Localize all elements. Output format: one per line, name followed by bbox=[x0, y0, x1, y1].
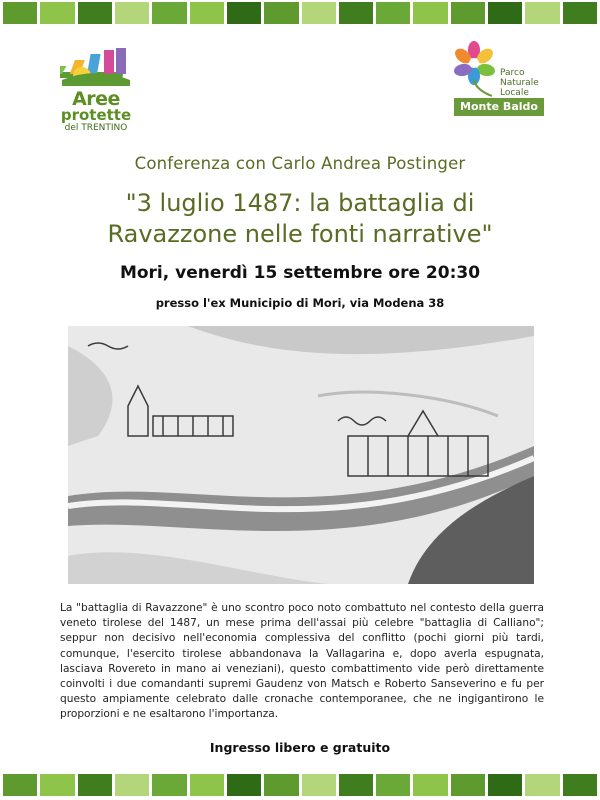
stripe-cell bbox=[413, 774, 447, 796]
stripe-cell bbox=[488, 2, 522, 24]
stripe-cell bbox=[525, 774, 559, 796]
parco-line2: Naturale bbox=[500, 78, 539, 88]
stripe-cell bbox=[488, 774, 522, 796]
event-title-line2: Ravazzone nelle fonti narrative" bbox=[107, 220, 493, 248]
event-title bbox=[0, 188, 600, 250]
stripe-cell bbox=[190, 774, 224, 796]
stripe-cell bbox=[339, 2, 373, 24]
stripe-cell bbox=[376, 2, 410, 24]
stripe-cell bbox=[190, 2, 224, 24]
stripe-cell bbox=[152, 774, 186, 796]
stripe-cell bbox=[302, 774, 336, 796]
stripe-cell bbox=[40, 774, 74, 796]
sun-rays-icon bbox=[60, 46, 132, 90]
stripe-cell bbox=[78, 2, 112, 24]
top-color-stripe bbox=[0, 2, 600, 24]
stripe-cell bbox=[563, 774, 597, 796]
stripe-cell bbox=[264, 2, 298, 24]
stripe-cell bbox=[3, 2, 37, 24]
historical-map-image bbox=[68, 326, 534, 584]
stripe-cell bbox=[227, 774, 261, 796]
bottom-color-stripe bbox=[0, 774, 600, 796]
stripe-cell bbox=[563, 2, 597, 24]
stripe-cell bbox=[264, 774, 298, 796]
stripe-cell bbox=[115, 2, 149, 24]
parco-text bbox=[500, 68, 539, 98]
description-paragraph: La "battaglia di Ravazzone" è uno scontro poco noto combattuto nel contesto della guerra veneto tirolese del 1487, un mese prima dell'assai più celebre "battaglia di Calliano"; seppur non decisivo nell'economia complessiva del conflitto (pochi giorni più tardi, comunque, l'esercito tirolese abbandonava la Vallagarina e, dopo averla espugnata, lasciava Rovereto in mano ai veneziani), questo combattimento vide però direttamente coinvolti i due comandanti supremi Gaudenz von Matsch e Roberto Sanseverino e fu per questo ampiamente celebrato dalle cronache contemporanee, che ne ingigantirono le proporzioni e ne esaltarono l'importanza. bbox=[60, 602, 544, 721]
stripe-cell bbox=[376, 774, 410, 796]
stripe-cell bbox=[40, 2, 74, 24]
logo-left-line3: del TRENTINO bbox=[64, 123, 128, 133]
entry-info: Ingresso libero e gratuito bbox=[209, 740, 391, 755]
stripe-cell bbox=[451, 2, 485, 24]
parco-line3: Locale bbox=[500, 88, 529, 98]
stripe-cell bbox=[525, 2, 559, 24]
monte-baldo-band: Monte Baldo bbox=[454, 98, 544, 116]
logo-left-line2: protette bbox=[60, 106, 132, 124]
stripe-cell bbox=[3, 774, 37, 796]
logo-left-line1: Aree bbox=[72, 88, 120, 110]
stripe-cell bbox=[302, 2, 336, 24]
event-title-line1: "3 luglio 1487: la battaglia di bbox=[125, 189, 475, 217]
parco-monte-baldo-logo bbox=[452, 40, 544, 118]
stripe-cell bbox=[152, 2, 186, 24]
stripe-cell bbox=[115, 774, 149, 796]
conference-speaker: Conferenza con Carlo Andrea Postinger bbox=[134, 154, 466, 173]
stripe-cell bbox=[78, 774, 112, 796]
stripe-cell bbox=[339, 774, 373, 796]
stripe-cell bbox=[413, 2, 447, 24]
flower-icon bbox=[452, 40, 502, 98]
map-drawing bbox=[68, 326, 534, 584]
parco-line1: Parco bbox=[500, 68, 525, 78]
stripe-cell bbox=[227, 2, 261, 24]
event-venue: presso l'ex Municipio di Mori, via Modena 38 bbox=[155, 296, 445, 310]
stripe-cell bbox=[451, 774, 485, 796]
aree-protette-logo bbox=[56, 46, 136, 138]
event-datetime: Mori, venerdì 15 settembre ore 20:30 bbox=[119, 263, 481, 283]
